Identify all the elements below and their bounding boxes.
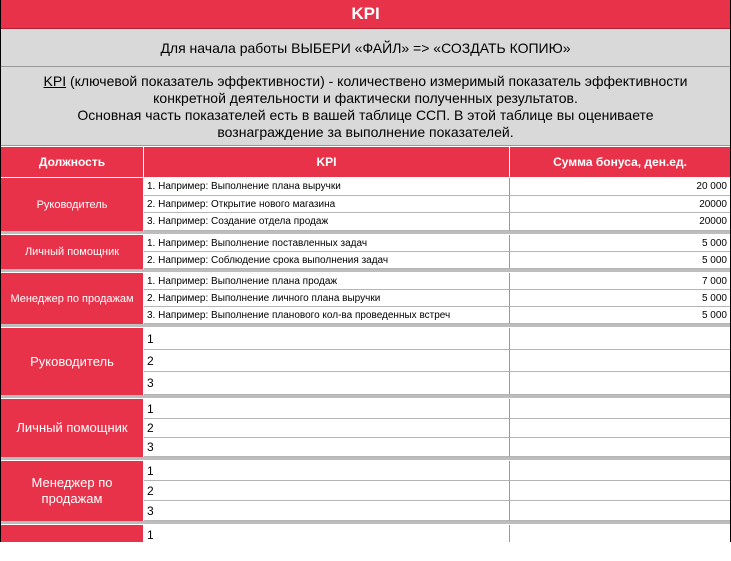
kpi-entry-cell[interactable]: 1 bbox=[144, 328, 510, 350]
kpi-cell[interactable]: 1. Например: Выполнение плана продаж bbox=[144, 273, 510, 290]
description-line-1-text: (ключевой показатель эффективности) - количествено измеримый показатель эффективности bbox=[66, 73, 688, 89]
bonus-entry-cell[interactable] bbox=[510, 438, 730, 457]
group-separator bbox=[1, 521, 730, 524]
bonus-entry-cell[interactable] bbox=[510, 525, 730, 542]
bonus-entry-cell[interactable] bbox=[510, 481, 730, 501]
kpi-cell[interactable]: 3. Например: Создание отдела продаж bbox=[144, 213, 510, 231]
kpi-cell[interactable]: 2. Например: Открытие нового магазина bbox=[144, 196, 510, 213]
kpi-entry-cell[interactable]: 1 bbox=[144, 525, 510, 542]
kpi-entry-cell[interactable]: 3 bbox=[144, 438, 510, 457]
bonus-cell[interactable]: 20000 bbox=[510, 213, 730, 231]
bonus-entry-cell[interactable] bbox=[510, 350, 730, 372]
bonus-entry-cell[interactable] bbox=[510, 501, 730, 521]
header-position: Должность bbox=[1, 147, 144, 177]
description-block bbox=[1, 67, 730, 146]
kpi-cell[interactable]: 2. Например: Выполнение личного плана выручки bbox=[144, 290, 510, 307]
role-cell: Личный помощник bbox=[1, 235, 144, 273]
description-line-2: конкретной деятельности и фактически полученных результатов. bbox=[153, 90, 578, 106]
group-separator bbox=[1, 457, 730, 460]
group-separator bbox=[1, 231, 730, 234]
bonus-cell[interactable]: 20000 bbox=[510, 196, 730, 213]
description-line-1 bbox=[1, 73, 730, 90]
role-cell: Руководитель bbox=[1, 178, 144, 235]
role-cell: Менеджер по продажам bbox=[1, 461, 144, 525]
kpi-entry-cell[interactable]: 3 bbox=[144, 372, 510, 395]
group-separator bbox=[1, 269, 730, 272]
bonus-cell[interactable]: 5 000 bbox=[510, 252, 730, 269]
bonus-entry-cell[interactable] bbox=[510, 399, 730, 419]
header-kpi: KPI bbox=[144, 147, 510, 177]
bonus-entry-cell[interactable] bbox=[510, 372, 730, 395]
role-cell: Руководитель bbox=[1, 328, 144, 399]
bonus-entry-cell[interactable] bbox=[510, 419, 730, 438]
group-separator bbox=[1, 324, 730, 327]
kpi-cell[interactable]: 2. Например: Соблюдение срока выполнения задач bbox=[144, 252, 510, 269]
kpi-cell[interactable]: 3. Например: Выполнение планового кол-ва проведенных встреч bbox=[144, 307, 510, 324]
role-cell: Личный помощник bbox=[1, 399, 144, 461]
bonus-cell[interactable]: 5 000 bbox=[510, 290, 730, 307]
bonus-cell[interactable]: 5 000 bbox=[510, 307, 730, 324]
kpi-term: KPI bbox=[43, 73, 67, 89]
kpi-entry-cell[interactable]: 1 bbox=[144, 461, 510, 481]
instruction-banner: Для начала работы ВЫБЕРИ «ФАЙЛ» => «СОЗДАТЬ КОПИЮ» bbox=[1, 29, 730, 67]
bonus-entry-cell[interactable] bbox=[510, 461, 730, 481]
header-bonus: Сумма бонуса, ден.ед. bbox=[510, 147, 730, 177]
kpi-entry-cell[interactable]: 2 bbox=[144, 419, 510, 438]
kpi-entry-cell[interactable]: 1 bbox=[144, 399, 510, 419]
role-cell bbox=[1, 525, 144, 542]
kpi-cell[interactable]: 1. Например: Выполнение поставленных задач bbox=[144, 235, 510, 252]
kpi-entry-cell[interactable]: 2 bbox=[144, 350, 510, 372]
page-title: KPI bbox=[1, 0, 730, 29]
bonus-cell[interactable]: 5 000 bbox=[510, 235, 730, 252]
kpi-cell[interactable]: 1. Например: Выполнение плана выручки bbox=[144, 178, 510, 196]
group-separator bbox=[1, 395, 730, 398]
description-line-4: вознаграждение за выполнение показателей. bbox=[217, 124, 514, 140]
description-line-3: Основная часть показателей есть в вашей таблице ССП. В этой таблице вы оцениваете bbox=[77, 107, 654, 123]
bonus-entry-cell[interactable] bbox=[510, 328, 730, 350]
bonus-cell[interactable]: 20 000 bbox=[510, 178, 730, 196]
bonus-cell[interactable]: 7 000 bbox=[510, 273, 730, 290]
role-cell: Менеджер по продажам bbox=[1, 273, 144, 328]
kpi-entry-cell[interactable]: 2 bbox=[144, 481, 510, 501]
kpi-entry-cell[interactable]: 3 bbox=[144, 501, 510, 521]
